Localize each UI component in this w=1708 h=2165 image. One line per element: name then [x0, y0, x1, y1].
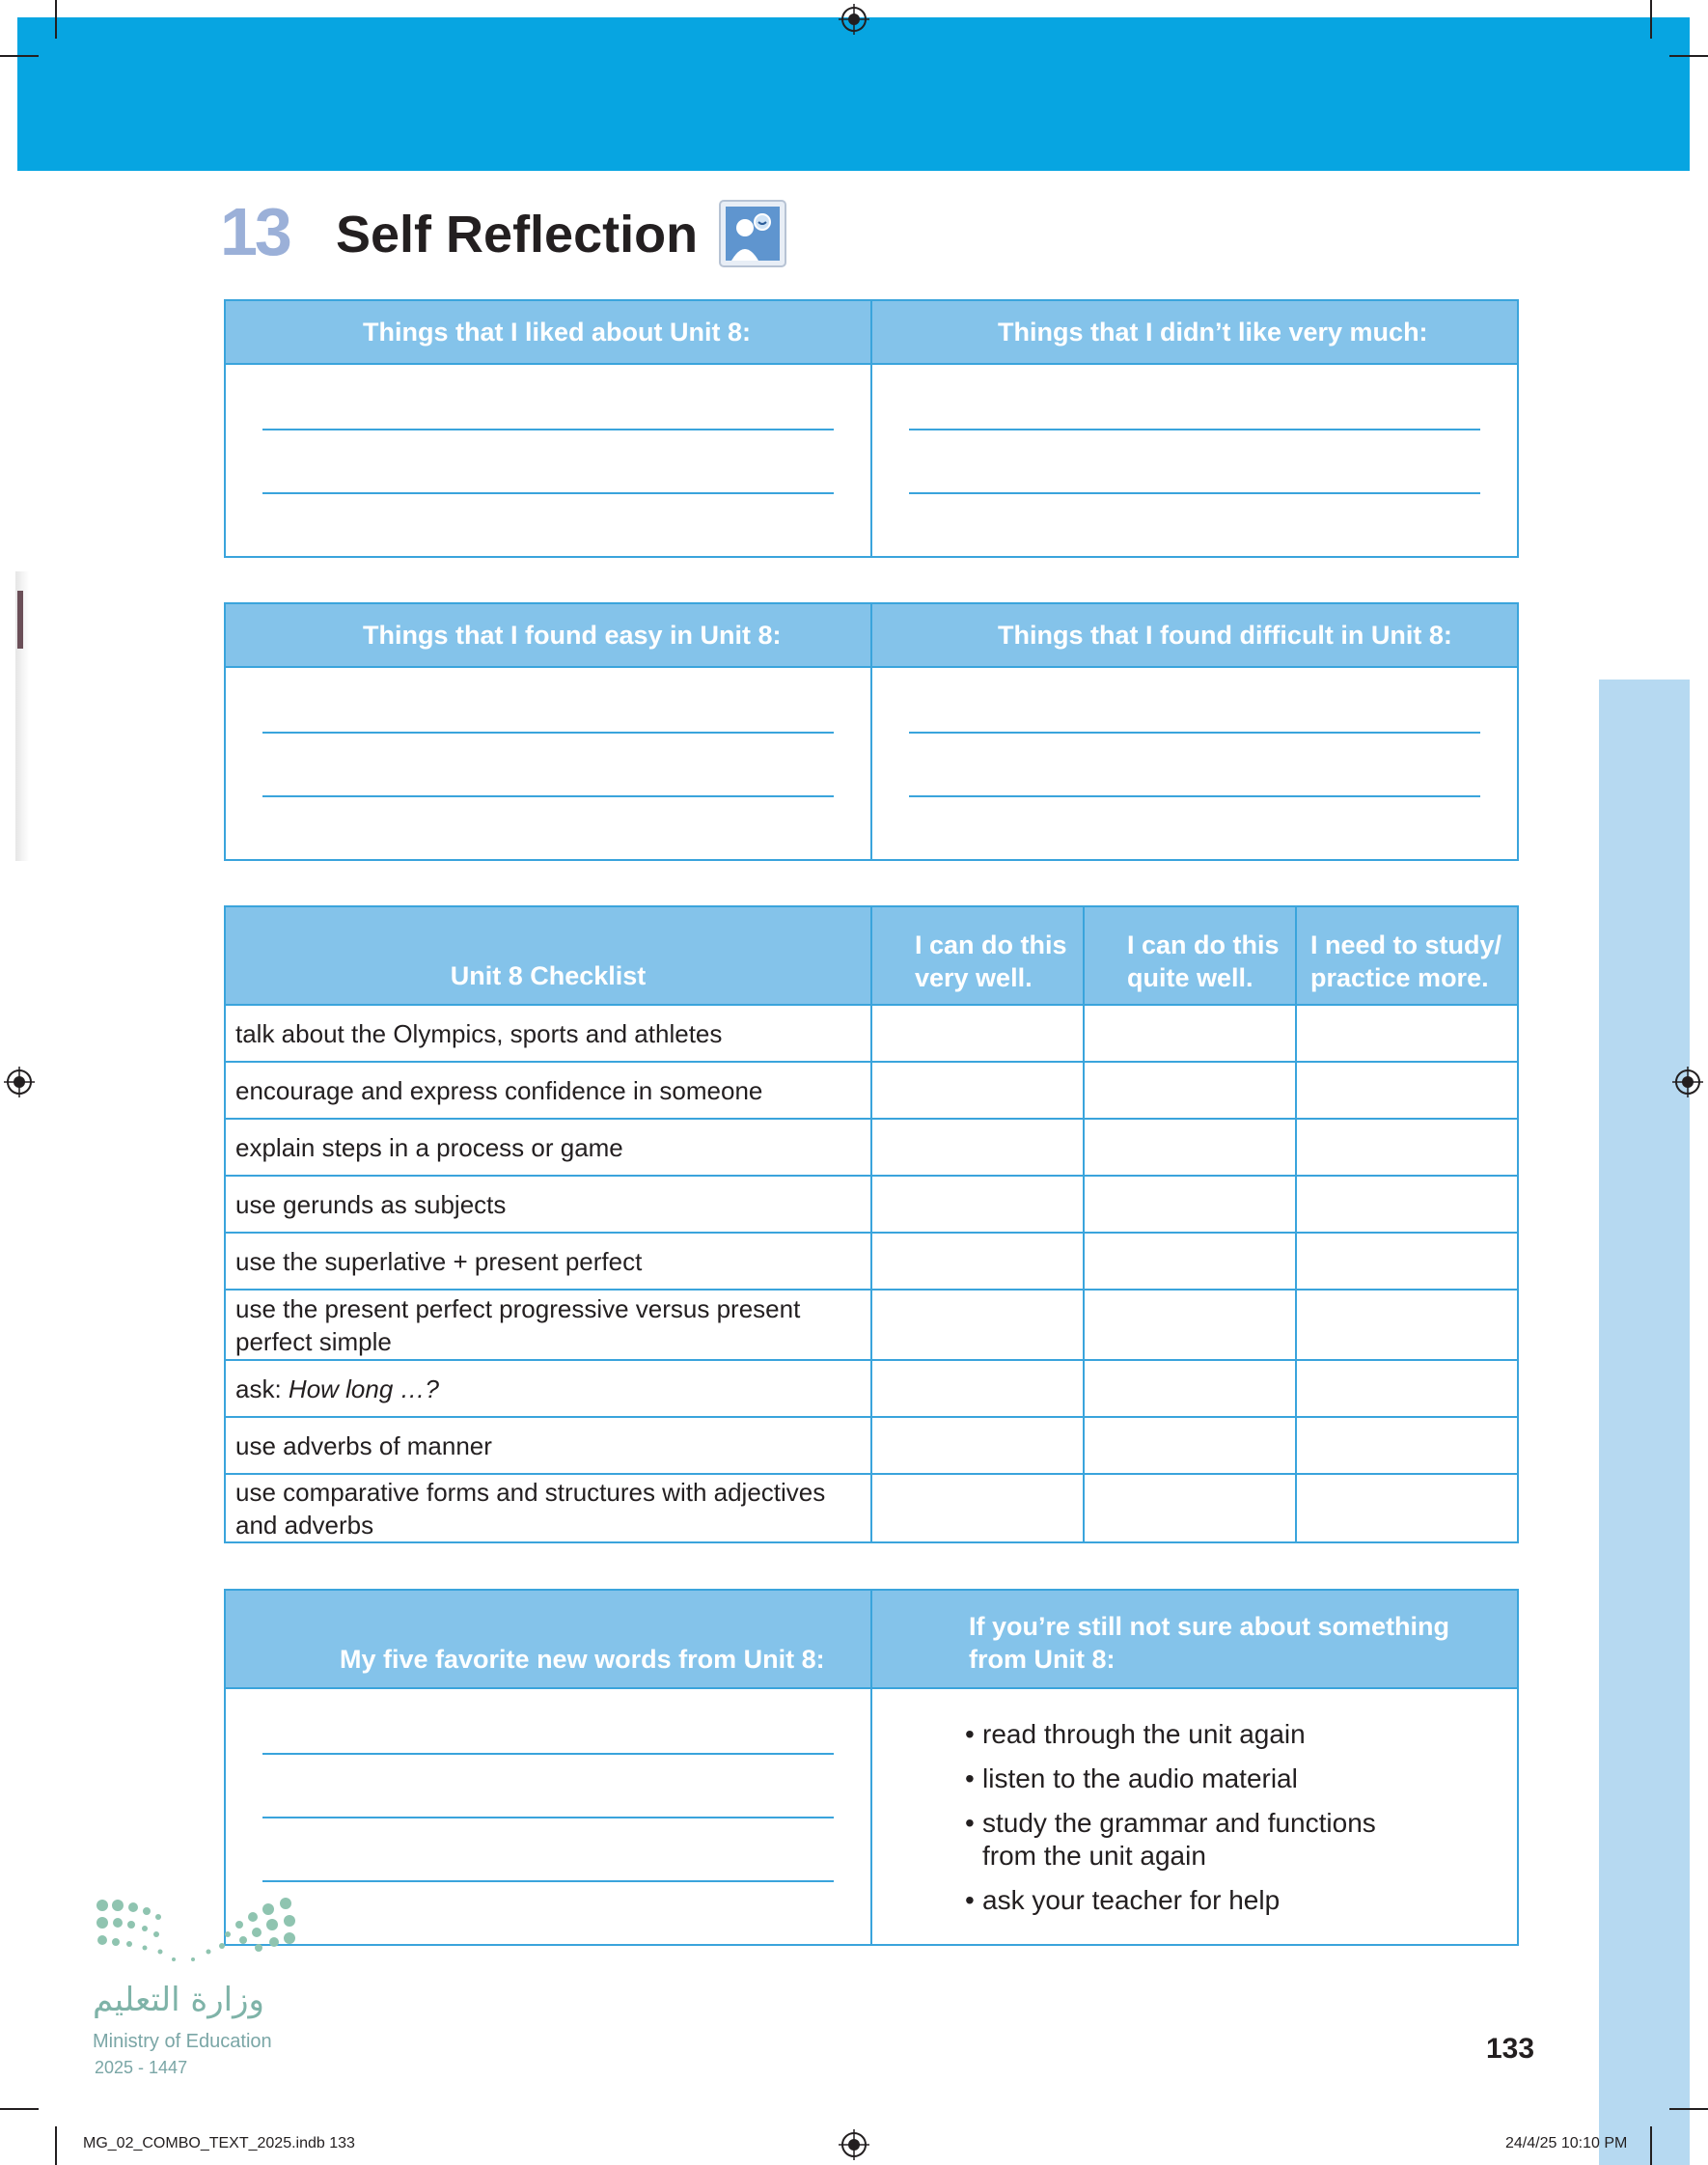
study-tip-text: read through the unit again: [982, 1719, 1306, 1749]
study-tip: • ask your teacher for help: [965, 1885, 1281, 1915]
ministry-english-name: Ministry of Education: [93, 2031, 272, 2052]
crop-mark: [55, 2126, 57, 2165]
rating-cell[interactable]: [1084, 1005, 1296, 1062]
checklist-item: [225, 1360, 871, 1417]
rating-header-line: I can do this: [1127, 930, 1280, 959]
checklist-row: [225, 1417, 1518, 1474]
checklist-item: encourage and express confidence in someone: [225, 1062, 871, 1119]
study-tip-text: ask your teacher for help: [982, 1885, 1281, 1915]
rating-header-line: I need to study/: [1310, 930, 1502, 959]
rating-cell[interactable]: [871, 1360, 1084, 1417]
rating-header-line: I can do this: [915, 930, 1067, 959]
crop-mark: [55, 0, 57, 39]
study-tips-cell: [871, 1688, 1518, 1945]
rating-cell[interactable]: [1296, 1062, 1518, 1119]
writing-line: [262, 795, 834, 797]
rating-cell[interactable]: [871, 1062, 1084, 1119]
unit-checklist-table: [224, 905, 1519, 1543]
rating-cell[interactable]: [1084, 1417, 1296, 1474]
likes-table: [224, 299, 1519, 558]
rating-cell[interactable]: [871, 1176, 1084, 1233]
easy-header: Things that I found easy in Unit 8:: [225, 603, 871, 667]
rating-header-study-more: [1296, 906, 1518, 1005]
favorite-words-table: [224, 1589, 1519, 1946]
rating-cell[interactable]: [1084, 1176, 1296, 1233]
ministry-arabic-name: وزارة التعليم: [93, 1981, 264, 2019]
rating-cell[interactable]: [1296, 1474, 1518, 1542]
crop-mark: [1669, 2108, 1708, 2110]
rating-cell[interactable]: [1296, 1417, 1518, 1474]
not-sure-header: [871, 1590, 1518, 1688]
rating-cell[interactable]: [1084, 1062, 1296, 1119]
difficult-header: Things that I found difficult in Unit 8:: [871, 603, 1518, 667]
writing-line: [909, 732, 1480, 734]
checklist-item: use gerunds as subjects: [225, 1176, 871, 1233]
checklist-item: use the present perfect progressive versus present perfect simple: [225, 1290, 871, 1360]
self-reflection-icon: [718, 199, 787, 268]
study-tip: • read through the unit again: [965, 1719, 1306, 1749]
checklist-row: [225, 1360, 1518, 1417]
crop-mark: [1650, 0, 1652, 39]
checklist-item: talk about the Olympics, sports and athletes: [225, 1005, 871, 1062]
checklist-row: [225, 1474, 1518, 1542]
rating-header-line: quite well.: [1127, 963, 1253, 992]
disliked-header: Things that I didn’t like very much:: [871, 300, 1518, 364]
rating-header-line: very well.: [915, 963, 1033, 992]
ministry-years: 2025 - 1447: [95, 2058, 188, 2077]
ministry-logo-dots-icon: [93, 1896, 305, 1963]
rating-cell[interactable]: [1296, 1176, 1518, 1233]
page-title: Self Reflection: [336, 206, 699, 264]
rating-cell[interactable]: [871, 1417, 1084, 1474]
rating-header-quite-well: [1084, 906, 1296, 1005]
rating-cell[interactable]: [871, 1474, 1084, 1542]
rating-cell[interactable]: [1296, 1290, 1518, 1360]
rating-cell[interactable]: [871, 1005, 1084, 1062]
rating-cell[interactable]: [871, 1290, 1084, 1360]
writing-line: [909, 795, 1480, 797]
not-sure-header-line: If you’re still not sure about something: [969, 1612, 1450, 1641]
crop-mark: [0, 2108, 39, 2110]
registration-mark-icon: [4, 1067, 35, 1097]
checklist-row: [225, 1176, 1518, 1233]
rating-cell[interactable]: [1296, 1360, 1518, 1417]
rating-cell[interactable]: [1084, 1233, 1296, 1290]
checklist-item: explain steps in a process or game: [225, 1119, 871, 1176]
top-color-band: [17, 17, 1690, 171]
checklist-item-prefix: ask:: [235, 1374, 289, 1403]
study-tips-list: [965, 1718, 1390, 1929]
not-sure-header-line: from Unit 8:: [969, 1645, 1116, 1674]
easy-difficult-table: [224, 602, 1519, 861]
registration-mark-icon: [1672, 1067, 1703, 1097]
crop-mark: [1650, 2126, 1652, 2165]
footer-file-info: MG_02_COMBO_TEXT_2025.indb 133: [83, 2135, 355, 2151]
liked-answer-area[interactable]: [225, 364, 871, 557]
easy-answer-area[interactable]: [225, 667, 871, 860]
checklist-row: [225, 1062, 1518, 1119]
writing-line: [909, 492, 1480, 494]
study-tip: • study the grammar and functions from the unit again: [965, 1808, 1376, 1871]
writing-line: [262, 1753, 834, 1755]
study-tip-text: from the unit again: [982, 1841, 1206, 1871]
rating-cell[interactable]: [1296, 1233, 1518, 1290]
disliked-answer-area[interactable]: [871, 364, 1518, 557]
checklist-row: [225, 1290, 1518, 1360]
writing-line: [262, 1880, 834, 1882]
checklist-row: [225, 1005, 1518, 1062]
checklist-item: use adverbs of manner: [225, 1417, 871, 1474]
checklist-item-question: How long …?: [288, 1374, 439, 1403]
registration-mark-icon: [839, 4, 869, 35]
rating-cell[interactable]: [1084, 1119, 1296, 1176]
rating-cell[interactable]: [1084, 1360, 1296, 1417]
page-number: 133: [1486, 2033, 1535, 2065]
page-edge-shadow-icon: [15, 571, 29, 861]
rating-cell[interactable]: [1296, 1119, 1518, 1176]
checklist-item: use the superlative + present perfect: [225, 1233, 871, 1290]
rating-cell[interactable]: [1084, 1290, 1296, 1360]
side-color-band: [1599, 680, 1690, 2165]
checklist-row: [225, 1233, 1518, 1290]
study-tip-text: listen to the audio material: [982, 1763, 1298, 1793]
study-tip: • listen to the audio material: [965, 1763, 1298, 1793]
rating-cell[interactable]: [871, 1119, 1084, 1176]
registration-mark-icon: [839, 2129, 869, 2160]
rating-header-very-well: [871, 906, 1084, 1005]
favorite-words-header: My five favorite new words from Unit 8:: [225, 1590, 871, 1688]
difficult-answer-area[interactable]: [871, 667, 1518, 860]
rating-cell[interactable]: [1084, 1474, 1296, 1542]
checklist-row: [225, 1119, 1518, 1176]
writing-line: [909, 429, 1480, 430]
checklist-title: Unit 8 Checklist: [225, 906, 871, 1005]
favorite-words-answer-area[interactable]: [225, 1688, 871, 1945]
writing-line: [262, 1817, 834, 1818]
study-tip-text: study the grammar and functions: [982, 1808, 1376, 1838]
writing-line: [262, 732, 834, 734]
lesson-number: 13: [220, 194, 289, 269]
rating-header-line: practice more.: [1310, 963, 1489, 992]
writing-line: [262, 492, 834, 494]
crop-mark: [1669, 55, 1708, 57]
liked-header: Things that I liked about Unit 8:: [225, 300, 871, 364]
rating-cell[interactable]: [1296, 1005, 1518, 1062]
footer-timestamp: 24/4/25 10:10 PM: [1505, 2135, 1628, 2151]
crop-mark: [0, 55, 39, 57]
rating-cell[interactable]: [871, 1233, 1084, 1290]
checklist-item: use comparative forms and structures with adjectives and adverbs: [225, 1474, 871, 1542]
writing-line: [262, 429, 834, 430]
